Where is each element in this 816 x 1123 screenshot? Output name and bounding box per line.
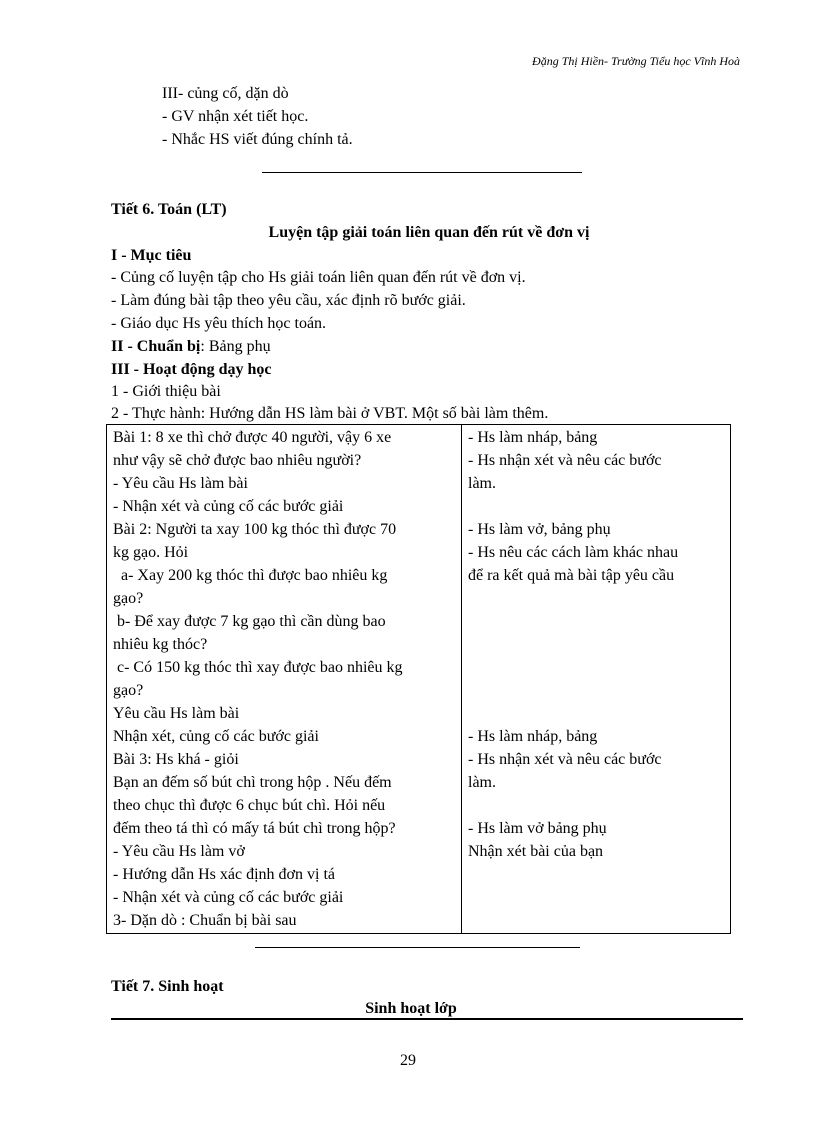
table-spacer [468,794,724,817]
table-line: kg gạo. Hỏi [113,544,189,561]
table-spacer [468,610,724,633]
table-line: - Hs nhận xét và nêu các bước [468,751,662,768]
table-line: - Nhận xét và củng cố các bước giải [113,889,344,906]
lesson7-title: Sinh hoạt lớp [365,1000,457,1017]
table-line: Nhận xét, củng cố các bước giải [113,728,319,745]
student-activity-cell [462,425,731,934]
table-line: nhiêu kg thóc? [113,636,208,653]
goal-item: - Làm đúng bài tập theo yêu cầu, xác định rõ bước giải. [111,292,466,309]
table-line: làm. [468,475,496,492]
table-line: Bạn an đếm số bút chì trong hộp . Nếu đếm [113,774,392,791]
table-line: - Hs nêu các cách làm khác nhau [468,544,679,561]
goal-item: - Giáo dục Hs yêu thích học toán. [111,315,327,332]
section-divider [262,172,582,173]
lesson-plan-table [106,424,731,934]
table-line: c- Có 150 kg thóc thì xay được bao nhiêu kg [113,659,403,676]
activity-item: 2 - Thực hành: Hướng dẫn HS làm bài ở VBT. Một số bài làm thêm. [111,405,549,422]
page-header-author: Đặng Thị Hiền- Trường Tiểu học Vĩnh Hoà [532,54,740,68]
table-line: - Hs làm vở bảng phụ [468,820,607,837]
table-line: Bài 2: Người ta xay 100 kg thóc thì được 70 [113,521,397,538]
table-line: theo chục thì được 6 chục bút chì. Hỏi nếu [113,797,386,814]
review-heading: III- củng cố, dặn dò [162,85,289,102]
review-item: - Nhắc HS viết đúng chính tả. [162,131,353,148]
table-row [107,425,731,934]
lesson6-title: Luyện tập giải toán liên quan đến rút về đơn vị [268,224,590,241]
table-spacer [468,587,724,610]
table-line: - Hs làm nháp, bảng [468,429,598,446]
table-line: Yêu cầu Hs làm bài [113,705,240,722]
page-number: 29 [400,1052,416,1069]
table-spacer [468,495,724,518]
activity-heading: III - Hoạt động dạy học [111,361,272,378]
prep-line [111,335,271,358]
table-line: - Hướng dẫn Hs xác định đơn vị tá [113,866,335,883]
table-spacer [468,679,724,702]
table-line: 3- Dặn dò : Chuẩn bị bài sau [113,912,297,929]
table-spacer [468,702,724,725]
table-line: Bài 1: 8 xe thì chở được 40 người, vậy 6 xe [113,429,392,446]
footer-rule [111,1018,743,1020]
table-line: - Yêu cầu Hs làm vở [113,843,245,860]
goal-item: - Củng cố luyện tập cho Hs giải toán liên quan đến rút về đơn vị. [111,269,526,286]
table-spacer [468,633,724,656]
table-line: - Hs làm nháp, bảng [468,728,598,745]
table-line: - Yêu cầu Hs làm bài [113,475,248,492]
goal-heading: I - Mục tiêu [111,247,192,264]
table-line: - Nhận xét và củng cố các bước giải [113,498,344,515]
table-line: làm. [468,774,496,791]
table-line: đếm theo tá thì có mấy tá bút chì trong hộp? [113,820,396,837]
table-line: - Hs làm vở, bảng phụ [468,521,611,538]
teacher-activity-cell [107,425,462,934]
table-line: Bài 3: Hs khá - giỏi [113,751,239,768]
table-line: để ra kết quả mà bài tập yêu cầu [468,567,675,584]
table-line: Nhận xét bài của bạn [468,843,604,860]
activity-item: 1 - Giới thiệu bài [111,383,221,400]
table-line: như vậy sẽ chở được bao nhiêu người? [113,452,362,469]
prep-text: : Bảng phụ [200,338,271,355]
table-spacer [468,656,724,679]
review-item: - GV nhận xét tiết học. [162,108,309,125]
table-line: gạo? [113,590,144,607]
table-line: a- Xay 200 kg thóc thì được bao nhiêu kg [113,567,388,584]
lesson6-heading: Tiết 6. Toán (LT) [111,201,227,218]
table-line: b- Để xay được 7 kg gạo thì cần dùng bao [113,613,386,630]
table-line: - Hs nhận xét và nêu các bước [468,452,662,469]
lesson7-heading: Tiết 7. Sinh hoạt [111,978,224,995]
table-line: gạo? [113,682,144,699]
section-divider [255,947,580,948]
prep-label: II - Chuẩn bị [111,338,201,355]
